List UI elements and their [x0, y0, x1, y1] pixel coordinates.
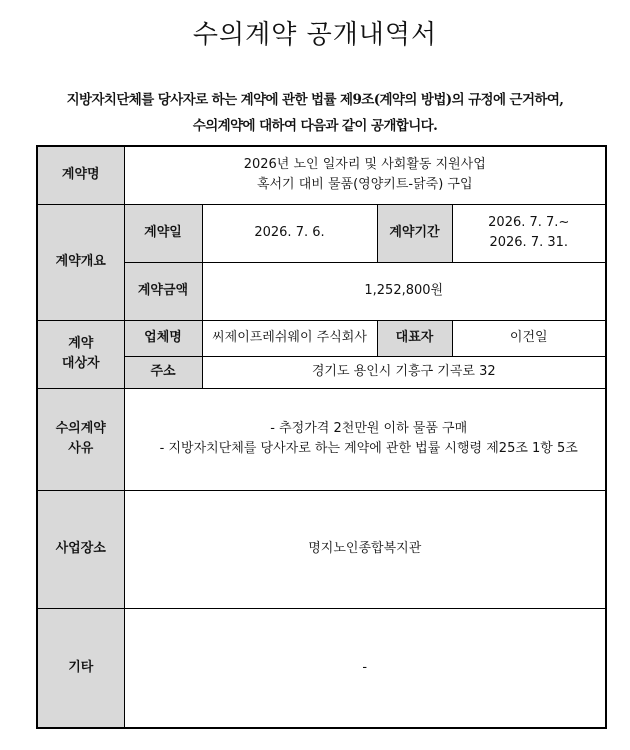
row-company	[37, 320, 606, 356]
period-label: 계약기간	[377, 204, 452, 262]
address-label: 주소	[124, 356, 202, 388]
reason-label-line-2: 사유	[68, 441, 94, 456]
intro-line-1: 지방자치단체를 당사자로 하는 계약에 관한 법률 제9조(계약의 방법)의 규정에 근거하여,	[66, 92, 564, 108]
company-value: 씨제이프레쉬웨이 주식회사	[202, 320, 377, 356]
contract-name-label: 계약명	[37, 146, 124, 204]
site-value: 명지노인종합복지관	[124, 490, 606, 608]
contract-name-line-1: 2026년 노인 일자리 및 사회활동 지원사업	[243, 157, 486, 173]
contract-name-value	[124, 146, 606, 204]
date-label: 계약일	[124, 204, 202, 262]
period-end: 2026. 7. 31.	[489, 235, 569, 250]
period-value	[452, 204, 606, 262]
reason-item-2: - 지방자치단체를 당사자로 하는 계약에 관한 법률 시행령 제25조 1항 5조	[159, 441, 578, 456]
reason-list	[124, 388, 606, 490]
party-label	[37, 320, 124, 388]
reason-label-line-1: 수의계약	[55, 420, 106, 436]
row-reason	[37, 388, 606, 490]
party-label-line-2: 대상자	[61, 356, 100, 371]
row-contract-date	[37, 204, 606, 262]
row-contract-name	[37, 146, 606, 204]
address-value: 경기도 용인시 기흥구 기곡로 32	[202, 356, 606, 388]
reason-item-1: - 추정가격 2천만원 이하 물품 구매	[270, 420, 468, 436]
etc-value: -	[124, 608, 606, 728]
intro-line-2: 수의계약에 대하여 다음과 같이 공개합니다.	[192, 118, 438, 134]
period-start: 2026. 7. 7.~	[488, 214, 570, 230]
contract-disclosure-table	[36, 145, 607, 729]
row-etc	[37, 608, 606, 728]
overview-label: 계약개요	[37, 204, 124, 320]
amount-label: 계약금액	[124, 262, 202, 320]
site-label: 사업장소	[37, 490, 124, 608]
etc-label: 기타	[37, 608, 124, 728]
reason-label	[37, 388, 124, 490]
contract-name-line-2: 혹서기 대비 물품(영양키트-닭죽) 구입	[256, 177, 473, 193]
row-site	[37, 490, 606, 608]
amount-value: 1,252,800원	[202, 262, 606, 320]
rep-value: 이건일	[452, 320, 606, 356]
company-label: 업체명	[124, 320, 202, 356]
rep-label: 대표자	[377, 320, 452, 356]
party-label-line-1: 계약	[68, 335, 94, 351]
date-value: 2026. 7. 6.	[202, 204, 377, 262]
document-title: 수의계약 공개내역서	[192, 20, 438, 50]
